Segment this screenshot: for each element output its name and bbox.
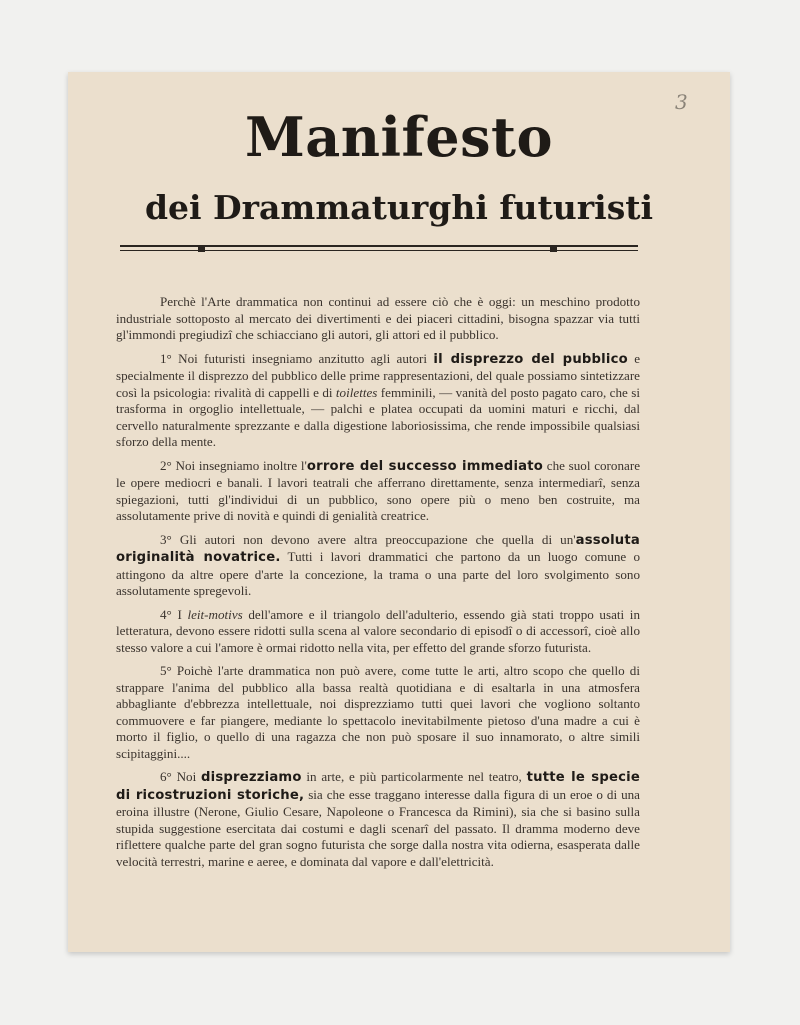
point-number: 6°	[160, 769, 172, 784]
paragraph-text: che suol coronare le opere mediocri e banali. I lavori teatrali che afferrano direttamente, senza intermediarî, senza spiegazioni, tutti gl'individui di un pubblico, sono opere più o meno ben costruite, ma assolutamente prive di novità e quindi di genialità creatrice.	[116, 457, 640, 523]
paragraph-text: sia che esse traggano interesse dalla figura di un eroe o di una eroina illustre (Nerone, Giulio Cesare, Napoleone o Francesca da Rimini), sia che si basino sulla stupida suggestione esercitata dai costumi e dagli scenarî del passato. Il dramma moderno deve riflettere qualche parte del gran sogno futurista che sorge dalla nostra vita odierna, esasperata dalle velocità terrestri, marine e aeree, e dominata dal vapore e dall'elettricità.	[116, 786, 640, 869]
paragraph-text: Tutti i lavori drammatici che partono da un luogo comune o attingono da altre opere d'arte la concezione, la trama o una parte del loro svolgimento sono assolutamente spregevoli.	[116, 549, 640, 598]
paragraph-text: Noi	[176, 769, 197, 784]
document-title: Manifesto	[245, 105, 553, 169]
emphasis-text: il disprezzo del pubblico	[433, 351, 628, 367]
point-number: 5°	[160, 663, 172, 678]
emphasis-text: tutte le specie di ricostruzioni storiche,	[116, 770, 640, 803]
point-number: 1°	[160, 350, 172, 366]
manifesto-body	[116, 294, 640, 877]
paragraph-text: dell'amore e il triangolo dell'adulterio, essendo già stati troppo usati in letteratura, devono essere ridotti sulla scena al valore secondario di episodî o di accessorî, cioè allo stesso valore a cui l'amore è ormai ridotto nella vita, per effetto del grande sforzo futurista.	[116, 606, 640, 655]
emphasis-text: assoluta originalità novatrice.	[116, 532, 640, 565]
point-6-paragraph	[116, 769, 640, 870]
paragraph-text: Noi futuristi insegniamo anzitutto agli autori	[178, 350, 428, 366]
point-3-paragraph	[116, 532, 640, 600]
point-4-paragraph	[116, 607, 640, 657]
intro-paragraph	[116, 294, 640, 344]
point-number: 4°	[160, 606, 172, 622]
paragraph-text: femminili, — vanità del posto pagato caro, che si trasforma in orgoglio intellettuale, — palchi e platea occupati da uomini maturi e ricchi, dal cervello naturalmente sprezzante e dalla digestione laboriosissima, che rende impossibile qualsiasi sforzo della mente.	[116, 384, 640, 449]
paragraph-text: e specialmente il disprezzo del pubblico delle prime rappresentazioni, del quale possiamo sintetizzare così la psicologia: rivalità di cappelli e di	[116, 350, 641, 400]
paragraph-text: Gli autori non devono avere altra preoccupazione che quella di un'	[179, 531, 576, 547]
paragraph-text: I	[177, 606, 182, 622]
document-subtitle: dei Drammaturghi futuristi	[144, 188, 654, 227]
paragraph-text: Poichè l'arte drammatica non può avere, come tutte le arti, altro scopo che quello di strappare l'anima del pubblico alla bassa realtà quotidiana e di esaltarla in una atmosfera abbagliante d'ebbrezza intellettuale, noi disprezziamo tutti quei lavori che vogliono soltanto commuovere e far piangere, mediante lo spettacolo inevitabilmente pietoso d'una madre a cui è morto il figlio, o quello di una ragazza che non può sposare il suo innamorato, o altre simili scipitaggini....	[116, 663, 640, 761]
italic-text: leit-motivs	[187, 606, 243, 622]
emphasis-text: disprezziamo	[200, 770, 302, 785]
point-number: 2°	[160, 457, 172, 473]
emphasis-text: orrore del successo immediato	[306, 458, 544, 474]
paragraph-text: in arte, e più particolarmente nel teatro,	[306, 769, 522, 784]
italic-text: toilettes	[335, 384, 378, 400]
pencil-page-mark: 3	[675, 90, 688, 114]
point-5-paragraph	[116, 663, 640, 762]
rule-dot-left	[198, 245, 205, 252]
paragraph-text: Perchè l'Arte drammatica non continui ad essere ciò che è oggi: un meschino prodotto industriale sottoposto al mercato dei divertimenti e dei piaceri cittadini, bisogna spazzar via tutti gl'immondi pregiudizî che schiacciano gli autori, gli attori ed il pubblico.	[116, 294, 640, 342]
decorative-rule	[120, 245, 638, 253]
point-2-paragraph	[116, 458, 640, 525]
rule-dot-right	[550, 245, 557, 252]
paragraph-text: Noi insegniamo inoltre l'	[175, 457, 307, 473]
manifesto-sheet	[68, 72, 730, 952]
point-number: 3°	[160, 531, 172, 547]
point-1-paragraph	[116, 351, 640, 451]
